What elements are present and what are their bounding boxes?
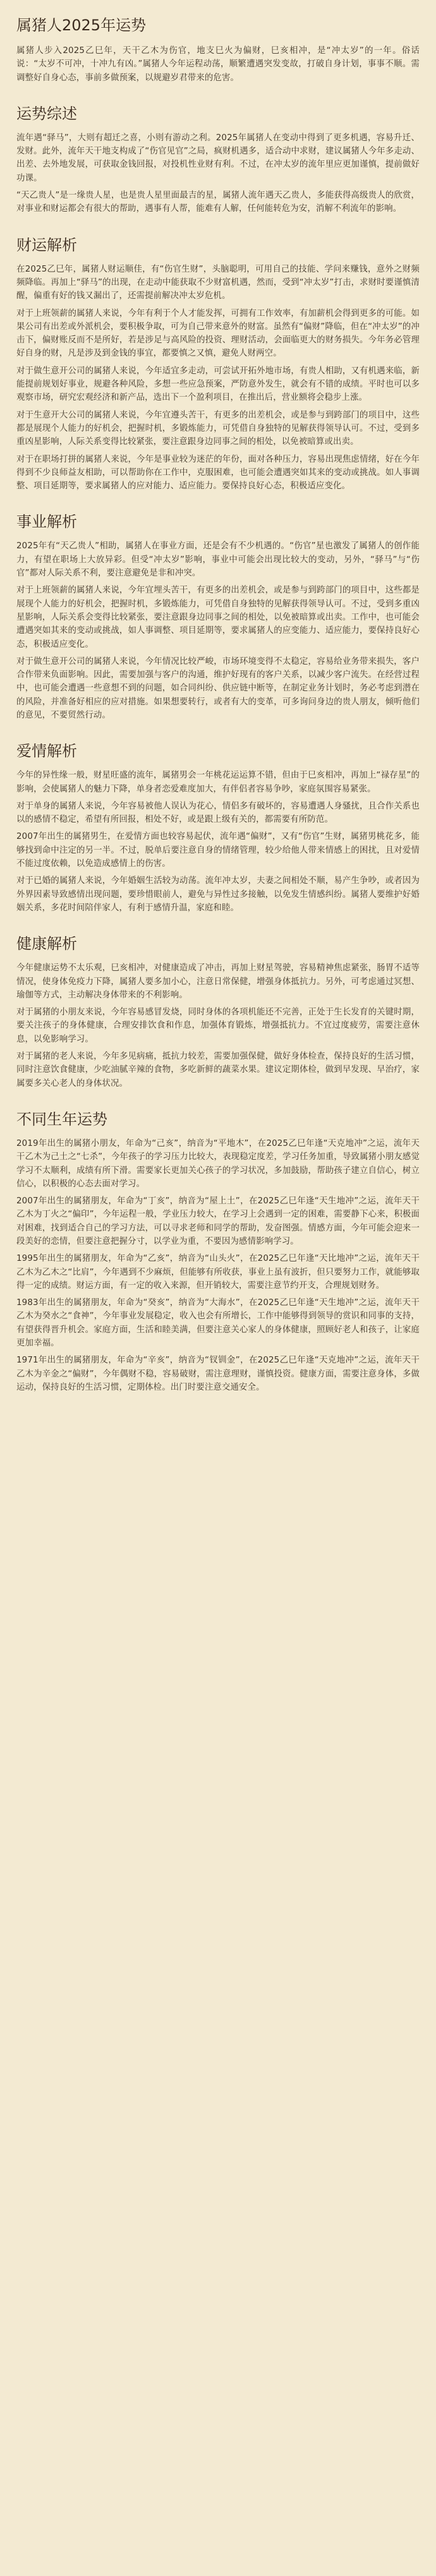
paragraph: 对于单身的属猪人来说，今年容易被他人误认为花心，情侣多有破坏的，容易遭遇人身骚扰，且合作关系也以的感情不稳定，希望有所回报，相处不好，或是跟上级有关的，都需要有所防范。 — [16, 801, 420, 825]
paragraph: “天乙贵人”是一缘贵人星，也是贵人星里面最吉的星，属猪人流年遇天乙贵人，多能获得高级贵人的欣赏，对事业和财运都会有很大的帮助，遇事有人帮，能难有人解，任何能转危为安，消解不利流年的影响。 — [16, 191, 420, 214]
section-overview — [16, 104, 420, 216]
paragraph: 流年遇“驿马”，大则有超迁之喜，小则有游动之利。2025年属猪人在变动中得到了更多机遇，容易升迁、发财。此外，流年天干地支构成了“伤官见官”之局，疯财机遇多，适合动中求财，建议属猪人今年多走动、出差、去外地发展，可获取金钱回报，对投机性业财有利。不过，在冲太岁的流年里应更加谨慎，提前做好功课。 — [16, 133, 420, 183]
section-wealth — [16, 235, 420, 493]
paragraph: 2025年有“天乙贵人”相助，属猪人在事业方面，还是会有不少机遇的。“伤官”星也激发了属猪人的创作能力，有望在职场上大放异彩。但受“冲太岁”影响，事业中可能会出现比较大的变动，另外，“驿马”与“伤官”都对人际关系不利，要注意避免是非和冲突。 — [16, 541, 420, 579]
section-health — [16, 934, 420, 1090]
section-career — [16, 512, 420, 722]
paragraph: 对于做生意开公司的属猪人来说，今年情况比较严峻，市场环境变得不太稳定，容易给业务带来损失，客户合作带来负面影响。因此，需要加强与客户的沟通，维护好现有的客户关系，以减少客户流失。在经营过程中，也可能会遭遇一些意想不到的问题，如合同纠纷、供应链中断等，在制定业务计划时，务必考虑到潜在的风险，并准备好相应的应对措施。如果想要转行，或者有大的变革，可多询问身边的贵人朋友，倾听他们的意见，不要贸然行动。 — [16, 656, 420, 720]
section-heading: 运势综述 — [16, 104, 77, 123]
paragraph: 对于做生意开公司的属猪人来说，今年适宜多走动，可尝试开拓外地市场，有贵人相助，又有机遇来临，新能提前规划好事业，规避各种风险，多想一些应急预案，严防意外发生，就会有不错的成绩。平时也可以多观察市场，研究宏观经济和新产品，选出下一个盈利项目，在推出后，营业额将会稳步上涨。 — [16, 366, 420, 403]
section-heading: 健康解析 — [16, 935, 77, 953]
paragraph: 1983年出生的属猪朋友，年命为“癸亥”，纳音为“大海水”，在2025乙巳年逢“天生地冲”之运，流年天干乙木为癸水之“食神”，今年事业发展稳定，收入也会有所增长，工作中能够得到领导的赏识和同事的支持，有望获得晋升机会。家庭方面，生活和睦美满，但要注意关心家人的身体健康，照顾好老人和孩子，让家庭更加幸福。 — [16, 1298, 420, 1349]
paragraph: 今年的异性缘一般，财星旺盛的流年，属猪男会一年桃花运运算不错，但由于巳亥相冲，再加上“禄存星”的影响，会使属猪人的魅力下降，单身者恋爱难度加大，有伴侣者容易争吵，家庭氛围容易紧张。 — [16, 771, 420, 794]
paragraph: 对于属猪的老人来说，今年多见病痛，抵抗力较差，需要加强保健，做好身体检查，保持良好的生活习惯，同时注意饮食健康，少吃油腻辛辣的食物，多吃新鲜的蔬菜水果。建议定期体检，做到早发现、早治疗，家属要多关心老人的身体状况。 — [16, 1052, 420, 1088]
paragraph: 1995年出生的属猪朋友，年命为“乙亥”，纳音为“山头火”，在2025乙巳年逢“天比地冲”之运，流年天干乙木为乙木之“比肩”，今年遇到不少麻烦，但能够有所收获，事业上虽有波折，但只要努力工作，就能够取得一定的成绩。财运方面，有一定的收入来源，但开销较大，需要注意节约开支，合理规划财务。 — [16, 1254, 420, 1291]
page-title: 属猪人2025年运势 — [16, 16, 147, 34]
section-birth-years — [16, 1109, 420, 1394]
paragraph: 对于上班领薪的属猪人来说，今年有利于个人才能发挥，可拥有工作效率，有加薪机会得到更多的可能。如果公司有出差或外派机会，要积极争取，可为自己带来意外的财富。虽然有“偏财”降临，但在“冲太岁”的冲击下，偏财账反而不是所好，若是涉足与高风险的投资、理财活动，会面临更大的财务损失。今年务必管理好自身的财，凡是涉及到金钱的事宜，都要慎之又慎，避免人财两空。 — [16, 308, 420, 359]
paragraph: 2007年出生的属猪男生，在爱情方面也较容易起伏，流年遇“偏财”，又有“伤官”生财，属猪男桃花多，能够找到命中注定的另一半。不过，脱单后要注意自身的情绪管理，较少给他人带来情感上的困扰，且对爱情不能过度依赖，以免造成感情上的伤害。 — [16, 832, 420, 869]
section-love — [16, 741, 420, 915]
intro-paragraph: 属猪人步入2025乙巳年，天干乙木为伤官，地支巳火为偏财，巳亥相冲，是“冲太岁”的一年。俗话说：“太岁不可冲，十冲九有凶。”属猪人今年运程动荡，顺繁遭遇突发变故，打破自身计划，事事不顺。需调整好自身心态，事前多做预案，以规避岁君带来的危害。 — [16, 46, 420, 83]
paragraph: 1971年出生的属猪朋友，年命为“辛亥”，纳音为“钗钏金”，在2025乙巳年逢“天克地冲”之运，流年天干乙木为辛金之“偏财”，今年偶财不稳，容易破财，需注意理财，谨慎投资。健康方面，需要注意身体，多做运动，保持良好的生活习惯，定期体检。出门时要注意交通安全。 — [16, 1356, 420, 1392]
paragraph: 2007年出生的属猪朋友，年命为“丁亥”，纳音为“屋上土”，在2025乙巳年逢“天生地冲”之运，流年天干乙木为丁火之“偏印”，今年运程一般，学业压力较大，在学习上会遇到一定的困难，需要静下心来，积极面对困难，找到适合自己的学习方法，可以寻求老师和同学的帮助，发奋图强。情感方面，今年可能会迎来一段美好的恋情，但要注意把握分寸，以学业为重，不要因为感情影响学习。 — [16, 1196, 420, 1246]
section-heading: 爱情解析 — [16, 742, 77, 761]
intro — [16, 44, 420, 85]
paragraph: 2019年出生的属猪小朋友，年命为“己亥”，纳音为“平地木”，在2025乙巳年逢“天克地冲”之运，流年天干乙木为己土之“七杀”，今年孩子的学习压力比较大，表现稳定度差，学习任务加重，导致属猪小朋友感觉学习不太顺利，成绩有所下滑。需要家长更加关心孩子的学习状况，多加鼓励，帮助孩子建立自信心，树立信心，以积极的心态去面对学习。 — [16, 1138, 420, 1189]
section-heading: 不同生年运势 — [16, 1110, 107, 1128]
section-heading: 财运解析 — [16, 236, 77, 254]
paragraph: 对于生意开大公司的属猪人来说，今年宜遵头苦干，有更多的出差机会，或是参与到跨部门的项目中，这些都是展现个人能力的好机会，把握时机，多锻炼能力，可凭借自身独特的见解获得领导认可。不过，受到多重凶星影响，人际关系变得比较紧张，要注意跟身边同事之间的相处，以免被暗算或出卖。 — [16, 410, 420, 447]
paragraph: 对于在职场打拼的属猪人来说，今年是事业较为迷茫的年份，面对各种压力，容易出现焦虑情绪，好在今年得到不少良师益友相助，可以帮助你在工作中，克服困难，也可能会遭遇突如其来的变动或挑战。如人事调整、项目延期等，要求属猪人的应对能力、适应能力。要保持良好心态，积极适应变化。 — [16, 454, 420, 491]
paragraph: 对于已婚的属猪人来说，今年婚姻生活较为动荡。流年冲太岁，夫妻之间相处不顺，易产生争吵，或者因为外界因素导致感情出现问题，要珍惜眼前人，避免与异性过多接触，以免发生情感纠纷。属猪人要维护好婚姻关系，多花时间陪伴家人，有利于感情升温，家庭和睦。 — [16, 876, 420, 913]
section-heading: 事业解析 — [16, 513, 77, 531]
paragraph: 对于上班领薪的属猪人来说，今年宜埋头苦干，有更多的出差机会，或是参与到跨部门的项目中，这些都是展现个人能力的好机会，把握时机，多锻炼能力，可凭借自身独特的见解获得领导认可。不过，受到多重凶星影响，人际关系会变得比较紧张，要注意跟身边同事之间的相处，以免被暗算或出卖。工作中，也可能会遭遇突如其来的变动或挑战，如人事调整、项目延期等，要求属猪人的应变能力、适应能力，要保持良好心态，积极适应变化。 — [16, 586, 420, 649]
paragraph: 对于属猪的小朋友来说，今年容易感冒发烧，同时身体的各项机能还不完善，正处于生长发育的关键时期，要关注孩子的身体健康，合理安排饮食和作息，加强体育锻炼，增强抵抗力。不宜过度疲劳，需要注意休息，以免影响学习。 — [16, 1008, 420, 1044]
paragraph: 今年健康运势不太乐观，巳亥相冲，对健康造成了冲击，再加上财星驾驶，容易精神焦虑紧张，肠胃不适等情况，使身体免疫力下降，属猪人要多加小心，注意日常保健，增强身体抵抗力。另外，可考虑通过冥想、瑜伽等方式，主动解决身体带来的不利影响。 — [16, 963, 420, 1000]
paragraph: 在2025乙巳年，属猪人财运顺佳，有“伤官生财”，头脑聪明，可用自己的技能、学问来赚钱，意外之财频频降临。再加上“驿马”的出现，在走动中能获取不少财富机遇，然而，受到“冲太岁”打击，求财时要谨慎清醒，偏重有好的钱又漏出了，还需提前解决冲太岁危机。 — [16, 264, 420, 301]
